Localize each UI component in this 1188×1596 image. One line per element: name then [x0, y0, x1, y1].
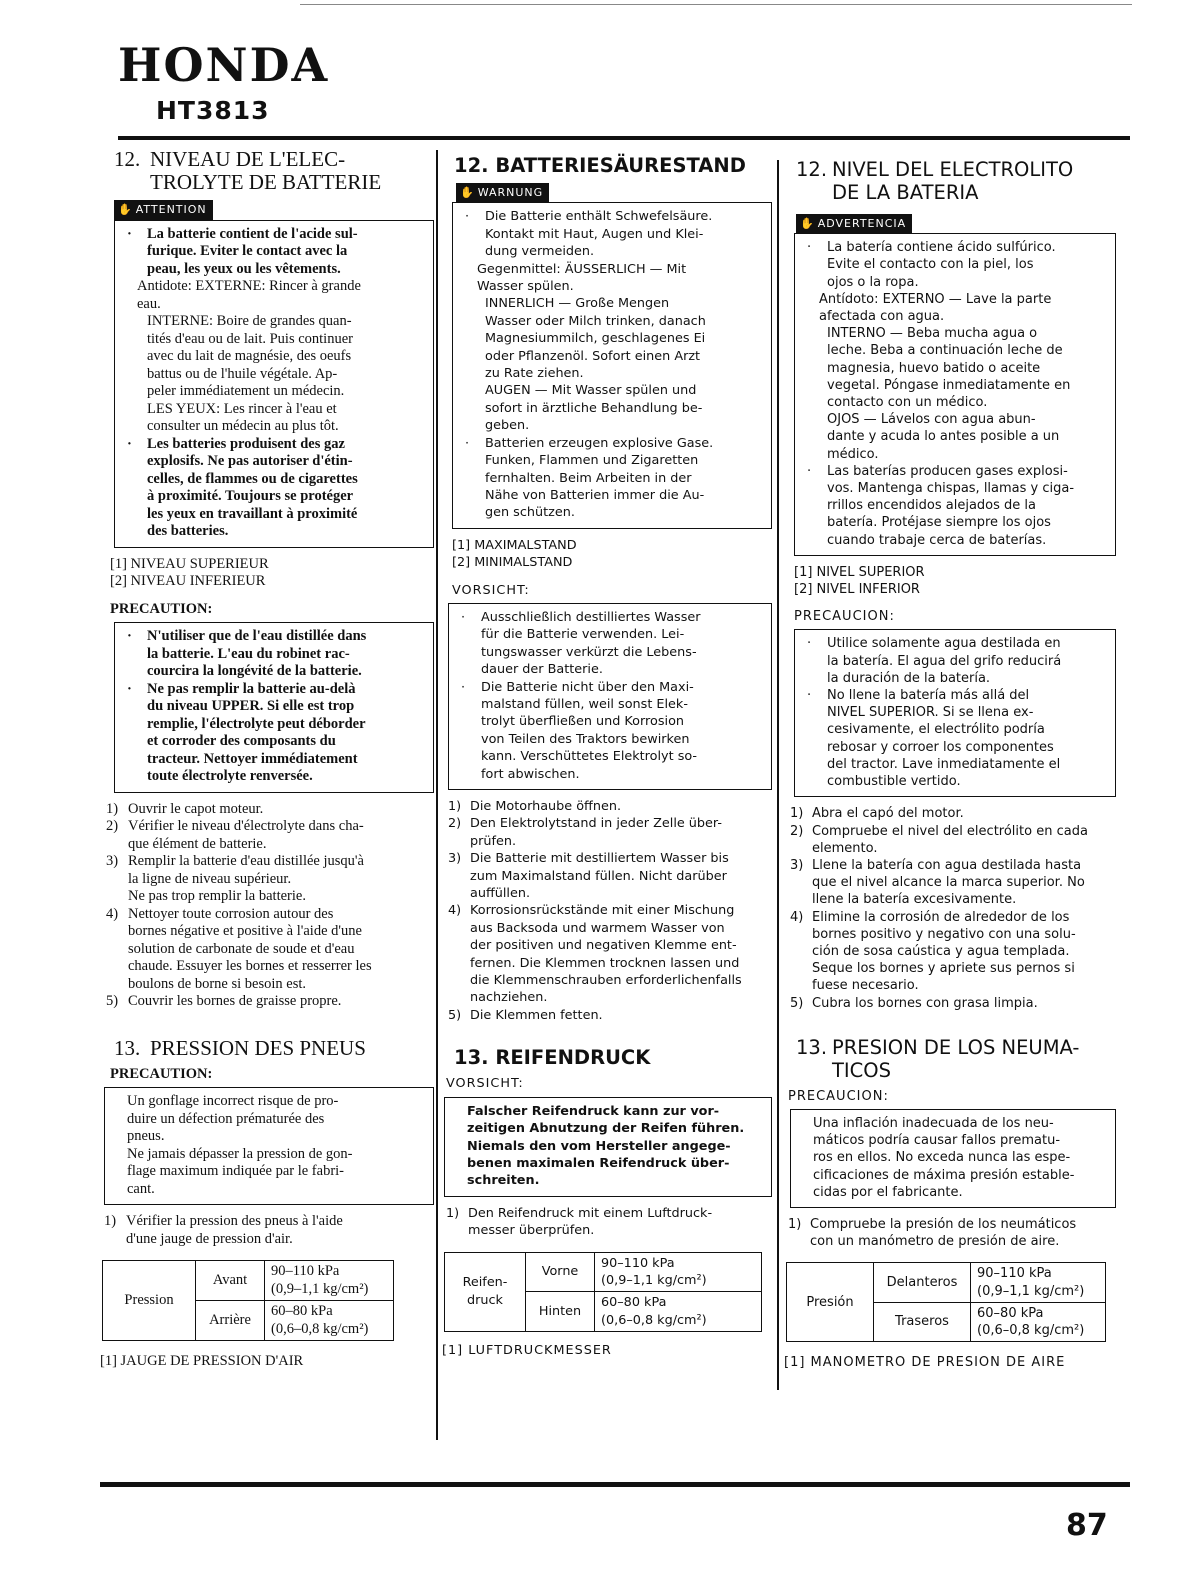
text-line: Gegenmittel: ÄUSSERLICH — Mit — [477, 261, 687, 277]
text-line: Ouvrir le capot moteur. — [128, 800, 264, 817]
column-divider-left — [436, 150, 438, 1440]
antidote-text — [123, 278, 423, 313]
text-line: schreiten. — [467, 1173, 540, 1189]
warning-bullet: · Les batteries produisent des gaz explosifs. Ne pas autoriser d'étin- celles, de flammes ou de cigarettes à proximité. Toujours se protéger les yeux en travaillant à proximité des batteries. — [123, 436, 423, 541]
text-line: battus ou de l'huile végétale. Ap- — [147, 365, 338, 382]
text-line: remplie, l'électrolyte peut déborder — [147, 715, 366, 732]
precaution-bullet: · N'utiliser que de l'eau distillée dans la batterie. L'eau du robinet rac- courcira la longévité de la batterie. — [123, 628, 423, 681]
step-number: 4) — [106, 905, 119, 922]
table-cell: 90–110 kPa (0,9–1,1 kg/cm²) — [265, 1261, 394, 1301]
text-line: bornes négative et positive à l'aide d'une — [128, 923, 362, 939]
warning-hand-icon: ✋ — [800, 217, 815, 230]
text-line: Korrosionsrückstände mit einer Mischung — [470, 903, 735, 919]
figure-reference: [1] JAUGE DE PRESSION D'AIR — [100, 1353, 304, 1369]
text-line: Falscher Reifendruck kann zur vor- — [467, 1103, 720, 1119]
text-line: Antídoto: EXTERNO — Lave la parte — [819, 291, 1052, 307]
text-line: Seque los bornes y apriete sus pernos si — [812, 961, 1075, 977]
step-item — [106, 993, 434, 1011]
table-cell: Reifen- druck — [445, 1252, 526, 1332]
precaution-label: PRECAUTION: — [110, 1065, 213, 1082]
text-line: von Teilen des Traktors bewirken — [481, 731, 690, 747]
step-number: 5) — [448, 1007, 462, 1023]
text-line: Die Batterie mit destilliertem Wasser bis — [470, 851, 729, 867]
text-line: Ne pas trop remplir la batterie. — [128, 888, 306, 904]
text-line: dante y acuda lo antes posible a un — [827, 429, 1060, 445]
step-number: 4) — [790, 909, 804, 925]
text-line: duire un défection prématurée des — [127, 1110, 325, 1127]
text-line: Ausschließlich destilliertes Wasser — [481, 609, 701, 625]
step-item — [106, 801, 434, 819]
steps-list — [448, 798, 772, 1024]
text-line: Evite el contacto con la piel, los — [827, 257, 1034, 273]
text-line: Las baterías producen gases explosi- — [827, 463, 1068, 479]
text-line: zum Maximalstand füllen. Nicht darüber — [470, 868, 727, 884]
step-number: 2) — [106, 818, 119, 834]
text-line: cant. — [127, 1180, 155, 1197]
text-line: INNERLICH — Große Mengen — [485, 296, 670, 312]
text-line: llene la batería excesivamente. — [812, 892, 1017, 908]
warning-bullet: · La batería contiene ácido sulfúrico. Evite el contacto con la piel, los ojos o la ropa. — [803, 239, 1105, 291]
text-line: Die Batterie nicht über den Maxi- — [481, 679, 694, 695]
table-cell: Vorne — [526, 1252, 595, 1292]
table-cell: 60–80 kPa (0,6–0,8 kg/cm²) — [971, 1302, 1106, 1341]
text-line: Batterien erzeugen explosive Gase. — [485, 435, 714, 451]
pressure-table — [786, 1262, 1106, 1342]
text-line: INTERNO — Beba mucha agua o — [827, 326, 1038, 342]
text-line: tungswasser verkürzt die Lebens- — [481, 644, 697, 660]
text-line: der positiven und negativen Klemme ent- — [470, 938, 737, 954]
text-line: LES YEUX: Les rincer à l'eau et — [147, 400, 337, 417]
text-line: Den Elektrolytstand in jeder Zelle über- — [470, 816, 722, 832]
step-item — [106, 818, 434, 853]
text-line: fuese necesario. — [812, 978, 919, 994]
text-line: vos. Mantenga chispas, llamas y ciga- — [827, 481, 1075, 497]
text-line: Compruebe el nivel del electrólito en cada — [812, 823, 1088, 839]
table-cell: Hinten — [526, 1292, 595, 1332]
step-item: 1) Compruebe la presión de los neumáticos con un manómetro de presión de aire. — [788, 1216, 1116, 1250]
text-line: messer überprüfen. — [468, 1223, 595, 1239]
section-number: 12. — [796, 158, 828, 181]
text-line: fernen. Die Klemmen trocknen lassen und — [470, 955, 740, 971]
text-line: solution de carbonate de soude et d'eau — [128, 940, 355, 957]
section-13-title — [442, 1046, 772, 1069]
text-line: consulter un médecin au plus tôt. — [147, 418, 339, 434]
text-line: ción de sosa caústica y agua templada. — [812, 943, 1070, 959]
figure-references — [794, 564, 1116, 598]
section-title-line: PRESSION DES PNEUS — [150, 1035, 366, 1060]
text-line: afectada con agua. — [819, 309, 945, 325]
step-number: 3) — [106, 853, 119, 869]
steps-list — [790, 805, 1116, 1011]
figure-reference: [2] NIVEAU INFERIEUR — [110, 573, 266, 589]
table-cell: 60–80 kPa (0,6–0,8 kg/cm²) — [265, 1301, 394, 1341]
step-item — [790, 995, 1116, 1012]
text-line: INTERNE: Boire de grandes quan- — [147, 313, 352, 329]
text-line: Utilice solamente agua destilada en — [827, 636, 1061, 652]
warning-label: WARNUNG — [477, 186, 544, 199]
step-number: 2) — [448, 816, 462, 832]
step-number: 2) — [790, 823, 804, 839]
warning-bullet: · La batterie contient de l'acide sul- furique. Eviter le contact avec la peau, les yeux ou les vêtements. — [123, 226, 423, 279]
text-line: auffüllen. — [470, 886, 531, 902]
column-french — [100, 148, 434, 1371]
step-number: 3) — [448, 851, 462, 867]
text-line: rebosar y corroer los componentes — [827, 739, 1054, 755]
text-line: rrillos encendidos alejados de la — [827, 498, 1036, 514]
table-cell: 60–80 kPa (0,6–0,8 kg/cm²) — [595, 1292, 762, 1332]
text-line: Kontakt mit Haut, Augen und Klei- — [485, 226, 704, 242]
interno-text — [803, 325, 1105, 463]
section-number: 13. — [454, 1046, 489, 1070]
table-cell: Delanteros — [874, 1263, 971, 1302]
text-line: dauer der Batterie. — [481, 662, 603, 678]
figure-references — [110, 556, 434, 591]
step-item: 1) Vérifier la pression des pneus à l'aide d'une jauge de pression d'air. — [104, 1213, 434, 1248]
text-line: Vérifier la pression des pneus à l'aide — [126, 1213, 343, 1229]
figure-reference: [1] NIVEL SUPERIOR — [794, 564, 925, 580]
text-line: Vérifier le niveau d'électrolyte dans cha- — [128, 818, 364, 834]
precaution-label: PRECAUCION: — [794, 609, 895, 625]
text-line: NIVEL SUPERIOR. Si se llena ex- — [827, 705, 1034, 721]
text-line: tités d'eau ou de lait. Puis continuer — [147, 330, 353, 347]
text-line: Antidote: EXTERNE: Rincer à grande — [137, 278, 361, 294]
section-13-title — [784, 1036, 1116, 1082]
steps-list — [106, 801, 434, 1011]
section-number: 13. — [114, 1035, 141, 1060]
table-cell: Traseros — [874, 1302, 971, 1341]
text-line: pneus. — [127, 1128, 165, 1144]
text-line: trolyt überfließen und Korrosion — [481, 714, 685, 730]
warning-badge — [796, 214, 912, 233]
text-line: OJOS — Lávelos con agua abun- — [827, 412, 1036, 428]
text-line: Ne jamais dépasser la pression de gon- — [127, 1145, 353, 1162]
text-line: des batteries. — [147, 523, 229, 539]
step-item — [448, 1007, 772, 1024]
text-line: kann. Verschüttetes Elektrolyt so- — [481, 749, 698, 765]
text-line: ros en ellos. No exceda nunca las espe- — [813, 1150, 1071, 1166]
text-line: à proximité. Toujours se protéger — [147, 488, 354, 504]
warning-label: ATTENTION — [135, 203, 207, 216]
precaution-bullet: · No llene la batería más allá del NIVEL SUPERIOR. Si se llena ex- cesivamente, el electrólito podría rebosar y corroer los componentes del tractor. Lave inmediatamente el combustible vertido. — [803, 687, 1105, 790]
figure-reference: [1] LUFTDRUCKMESSER — [442, 1343, 612, 1359]
text-line: eau. — [137, 295, 161, 312]
section-title-line: BATTERIESÄURESTAND — [495, 154, 746, 177]
antidoto-text — [803, 291, 1105, 325]
pressure-table — [102, 1260, 394, 1341]
text-line: cidas por el fabricante. — [813, 1184, 963, 1200]
step-number: 1) — [448, 799, 462, 814]
text-line: boulons de borne si besoin est. — [128, 975, 307, 992]
step-item — [790, 823, 1116, 857]
text-line: Funken, Flammen und Zigaretten — [485, 453, 699, 469]
column-german — [442, 148, 772, 1360]
text-line: du niveau UPPER. Si elle est trop — [147, 698, 355, 714]
table-cell: Avant — [196, 1261, 265, 1301]
text-line: que el nivel alcance la marca superior. No — [812, 875, 1085, 891]
text-line: oder Pflanzenöl. Sofort einen Arzt — [485, 348, 701, 364]
text-line: Elimine la corrosión de alrededor de los — [812, 909, 1070, 925]
text-line: nachziehen. — [470, 990, 548, 1006]
section-title-line: TICOS — [832, 1058, 892, 1082]
text-line: peler immédiatement un médecin. — [147, 383, 345, 399]
step-number: 4) — [448, 903, 462, 919]
precaution-box — [444, 1097, 772, 1197]
text-line: Magnesiummilch, geschlagenes Ei — [485, 331, 706, 347]
text-line: gen schützen. — [485, 505, 575, 521]
table-cell: 90–110 kPa (0,9–1,1 kg/cm²) — [595, 1252, 762, 1292]
text-line: prüfen. — [470, 833, 517, 849]
step-item: 1) Den Reifendruck mit einem Luftdruck- messer überprüfen. — [446, 1205, 772, 1240]
warning-bullet: · Batterien erzeugen explosive Gase. Funken, Flammen und Zigaretten fernhalten. Beim Arbeiten in der Nähe von Batterien immer die Au- gen schützen. — [461, 435, 761, 522]
text-line: Abra el capó del motor. — [812, 806, 964, 822]
model-number: HT3813 — [156, 96, 270, 125]
warning-hand-icon: ✋ — [460, 186, 475, 199]
figure-reference: [1] MANOMETRO DE PRESION DE AIRE — [784, 1355, 1066, 1371]
precaution-box — [114, 622, 434, 793]
precaution-box — [790, 1109, 1116, 1208]
text-line: la batterie. L'eau du robinet rac- — [147, 645, 350, 662]
text-line: Nettoyer toute corrosion autour des — [128, 905, 334, 922]
text-line: cuando trabaje cerca de baterías. — [827, 532, 1047, 548]
text-line: Couvrir les bornes de graisse propre. — [128, 993, 342, 1009]
text-line: dung vermeiden. — [485, 244, 595, 260]
text-line: cificaciones de máxima presión estable- — [813, 1167, 1075, 1183]
section-12-title — [784, 158, 1116, 204]
text-line: AUGEN — Mit Wasser spülen und — [485, 383, 697, 399]
text-line: fort abwischen. — [481, 766, 580, 782]
step-item — [106, 906, 434, 994]
text-line: Les batteries produisent des gaz — [147, 435, 345, 452]
text-line: magnesia, huevo batido o aceite — [827, 360, 1041, 376]
step-item — [790, 805, 1116, 822]
figure-reference: [2] NIVEL INFERIOR — [794, 582, 920, 598]
precaution-bullet: · Ausschließlich destilliertes Wasser für die Batterie verwenden. Lei- tungswasser verkürzt die Lebens- dauer der Batterie. — [457, 609, 761, 679]
text-line: Un gonflage incorrect risque de pro- — [127, 1093, 339, 1109]
text-line: malstand füllen, weil sonst Elek- — [481, 696, 688, 712]
warning-box — [794, 233, 1116, 556]
text-line: zeitigen Abnutzung der Reifen führen. — [467, 1121, 745, 1137]
text-line: médico. — [827, 446, 879, 462]
column-divider-right — [777, 160, 779, 1390]
section-title-line: TROLYTE DE BATTERIE — [150, 170, 382, 194]
warning-bullet: · Las baterías producen gases explosi- vos. Mantenga chispas, llamas y ciga- rrillos encendidos alejados de la batería. Protéjase siempre los ojos cuando trabaje cerca de baterías. — [803, 463, 1105, 549]
text-line: Compruebe la presión de los neumáticos — [810, 1216, 1077, 1232]
text-line: cesivamente, el electrólito podría — [827, 722, 1045, 738]
gegenmittel-text — [461, 261, 761, 296]
text-line: vegetal. Póngase inmediatamente en — [827, 377, 1071, 393]
text-line: leche. Beba a continuación leche de — [827, 343, 1063, 359]
warning-bullet: · Die Batterie enthält Schwefelsäure. Kontakt mit Haut, Augen und Klei- dung vermeiden. — [461, 208, 761, 260]
text-line: Nähe von Batterien immer die Au- — [485, 487, 705, 503]
table-cell: Arrière — [196, 1301, 265, 1341]
text-line: ojos o la ropa. — [827, 274, 919, 290]
text-line: N'utiliser que de l'eau distillée dans — [147, 628, 367, 644]
section-title-line: PRESION DE LOS NEUMA- — [832, 1035, 1080, 1059]
text-line: la ligne de niveau supérieur. — [128, 870, 292, 887]
text-line: contacto con un médico. — [827, 395, 988, 411]
text-line: explosifs. Ne pas autoriser d'étin- — [147, 453, 353, 469]
text-line: benen maximalen Reifendruck über- — [467, 1155, 730, 1171]
text-line: Niemals den vom Hersteller angege- — [467, 1138, 731, 1154]
section-12-title — [100, 148, 434, 194]
precaution-label: PRECAUCION: — [788, 1088, 889, 1104]
precaution-label: VORSICHT: — [452, 582, 530, 598]
precaution-label: VORSICHT: — [446, 1076, 524, 1092]
precaution-box — [794, 629, 1116, 797]
text-line: tracteur. Nettoyer immédiatement — [147, 750, 358, 767]
step-item — [790, 909, 1116, 995]
step-number: 5) — [790, 995, 804, 1011]
brand-logo: HONDA — [118, 38, 330, 92]
table-cell: Pression — [103, 1261, 196, 1341]
step-number: 3) — [790, 857, 804, 873]
text-line: fernhalten. Beim Arbeiten in der — [485, 470, 692, 486]
text-line: flage maximum indiquée par le fabri- — [127, 1163, 345, 1179]
footer-rule — [100, 1482, 1130, 1487]
text-line: Den Reifendruck mit einem Luftdruck- — [468, 1205, 713, 1221]
text-line: La batería contiene ácido sulfúrico. — [827, 240, 1056, 256]
step-number: 1) — [790, 806, 804, 822]
text-line: Wasser oder Milch trinken, danach — [485, 313, 706, 329]
section-12-title — [442, 154, 772, 177]
figure-reference: [2] MINIMALSTAND — [452, 555, 573, 571]
precaution-bullet: · Utilice solamente agua destilada en la batería. El agua del grifo reducirá la duración de la batería. — [803, 635, 1105, 687]
text-line: Remplir la batterie d'eau distillée jusqu'à — [128, 853, 364, 869]
text-line: aus Backsoda und warmem Wasser von — [470, 920, 725, 936]
text-line: die Klemmenschrauben erforderlichenfalls — [470, 973, 742, 989]
warning-label: ADVERTENCIA — [817, 217, 907, 230]
step-item — [448, 815, 772, 850]
text-line: con un manómetro de presión de aire. — [810, 1234, 1060, 1250]
text-line: les yeux en travaillant à proximité — [147, 505, 358, 522]
text-line: la batería. El agua del grifo reducirá — [827, 653, 1062, 669]
text-line: peau, les yeux ou les vêtements. — [147, 260, 341, 277]
text-line: Die Motorhaube öffnen. — [470, 799, 622, 814]
warning-box — [452, 202, 772, 528]
text-line: chaude. Essuyer les bornes et resserrer les — [128, 958, 372, 974]
text-line: Die Batterie enthält Schwefelsäure. — [485, 209, 713, 225]
step-number: 1) — [106, 800, 119, 817]
text-line: d'une jauge de pression d'air. — [126, 1230, 293, 1247]
text-line: furique. Eviter le contact avec la — [147, 243, 348, 259]
section-title-line: DE LA BATERIA — [832, 181, 979, 204]
text-line: geben. — [485, 418, 530, 434]
text-line: für die Batterie verwenden. Lei- — [481, 627, 685, 643]
text-line: máticos podría causar fallos prematu- — [813, 1133, 1061, 1149]
precaution-bullet: · Die Batterie nicht über den Maxi- malstand füllen, weil sonst Elek- trolyt überfließen und Korrosion von Teilen des Traktors bewirken kann. Verschüttetes Elektrolyt so- fort abwischen. — [457, 679, 761, 783]
innerlich-text — [461, 295, 761, 434]
text-line: batería. Protéjase siempre los ojos — [827, 515, 1051, 531]
step-item — [448, 850, 772, 902]
step-item — [106, 853, 434, 906]
figure-references — [452, 537, 772, 572]
figure-reference: [1] NIVEAU SUPERIEUR — [110, 555, 269, 572]
pressure-table — [444, 1252, 762, 1333]
step-number: 5) — [106, 993, 119, 1009]
text-line: No llene la batería más allá del — [827, 688, 1030, 704]
text-line: Ne pas remplir la batterie au-delà — [147, 680, 356, 697]
attention-badge — [114, 200, 213, 220]
text-line: zu Rate ziehen. — [485, 366, 584, 382]
table-cell: Presión — [787, 1263, 874, 1342]
interne-text — [123, 313, 423, 436]
text-line: del tractor. Lave inmediatamente el — [827, 756, 1061, 772]
text-line: Wasser spülen. — [477, 279, 574, 295]
text-line: que élément de batterie. — [128, 835, 267, 852]
text-line: et corroder des composants du — [147, 733, 336, 749]
text-line: Cubra los bornes con grasa limpia. — [812, 995, 1038, 1011]
section-title-line: NIVEL DEL ELECTROLITO — [832, 158, 1074, 181]
column-spanish — [784, 148, 1116, 1371]
text-line: combustible vertido. — [827, 774, 961, 790]
precaution-box — [448, 603, 772, 790]
text-line: sofort in ärztliche Behandlung be- — [485, 400, 703, 416]
text-line: La batterie contient de l'acide sul- — [147, 225, 358, 242]
precaution-bullet: · Ne pas remplir la batterie au-delà du niveau UPPER. Si elle est trop remplie, l'électrolyte peut déborder et corroder des composants du tracteur. Nettoyer immédiatement toute électrolyte renversée. — [123, 681, 423, 786]
precaution-box — [104, 1087, 434, 1205]
header-rule — [118, 136, 1130, 140]
text-line: celles, de flammes ou de cigarettes — [147, 470, 358, 487]
section-number: 12. — [454, 154, 489, 177]
warning-hand-icon: ✋ — [118, 203, 133, 216]
step-item — [448, 798, 772, 815]
section-title-line: REIFENDRUCK — [495, 1046, 651, 1070]
text-line: bornes positivo y negativo con una solu- — [812, 926, 1076, 942]
figure-reference: [1] MAXIMALSTAND — [452, 537, 577, 553]
section-title-line: NIVEAU DE L'ELEC- — [150, 147, 346, 171]
table-cell: 90–110 kPa (0,9–1,1 kg/cm²) — [971, 1263, 1106, 1302]
precaution-label: PRECAUTION: — [110, 600, 213, 617]
text-line: elemento. — [812, 840, 878, 856]
page-number: 87 — [1066, 1508, 1108, 1543]
section-13-title — [100, 1037, 434, 1060]
text-line: la duración de la batería. — [827, 670, 991, 686]
text-line: toute électrolyte renversée. — [147, 768, 313, 784]
top-hairline — [300, 4, 1132, 5]
warning-badge — [456, 183, 549, 202]
section-number: 13. — [796, 1035, 828, 1059]
text-line: Una inflación inadecuada de los neu- — [813, 1115, 1054, 1131]
step-item — [790, 857, 1116, 909]
text-line: courcira la longévité de la batterie. — [147, 663, 362, 679]
text-line: Llene la batería con agua destilada hasta — [812, 857, 1082, 873]
section-number: 12. — [114, 147, 141, 171]
step-item — [448, 902, 772, 1006]
text-line: Die Klemmen fetten. — [470, 1007, 603, 1023]
warning-box — [114, 220, 434, 548]
text-line: avec du lait de magnésie, des oeufs — [147, 348, 352, 364]
